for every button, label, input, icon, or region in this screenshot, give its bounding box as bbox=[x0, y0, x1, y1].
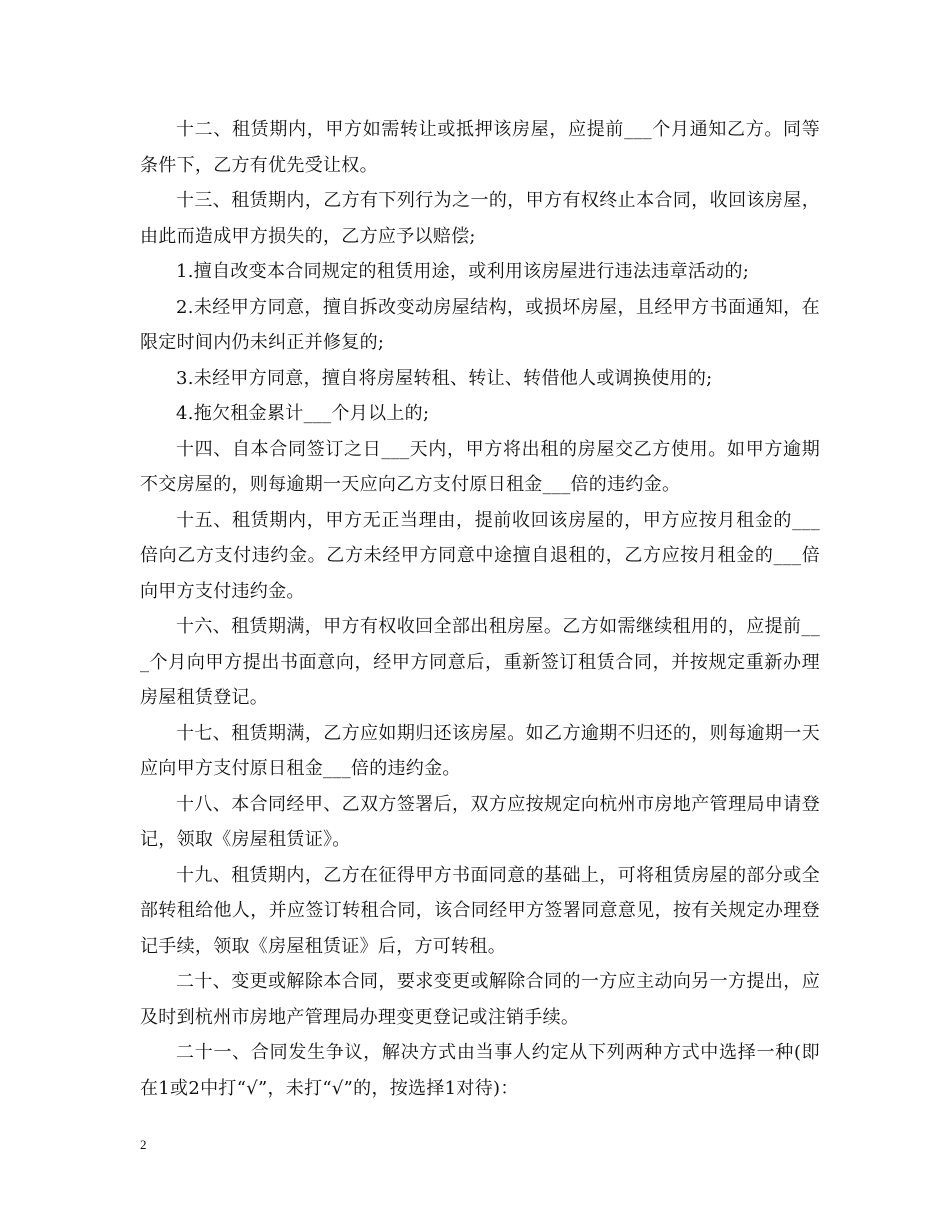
clause-16: 十六、租赁期满，甲方有权收回全部出租房屋。乙方如需继续租用的，应提前___个月向甲方提出书面意向，经甲方同意后，重新签订租赁合同，并按规定重新办理房屋租赁登记。 bbox=[140, 616, 820, 708]
clause-12: 十二、租赁期内，甲方如需转让或抵押该房屋，应提前___个月通知乙方。同等条件下，乙方有优先受让权。 bbox=[140, 119, 820, 176]
clause-19: 十九、租赁期内，乙方在征得甲方书面同意的基础上，可将租赁房屋的部分或全部转租给他人，并应签订转租合同，该合同经甲方签署同意意见，按有关规定办理登记手续，领取《房屋租赁证》后，方可转租。 bbox=[140, 864, 820, 957]
clause-18: 十八、本合同经甲、乙双方签署后，双方应按规定向杭州市房地产管理局申请登记，领取《房屋租赁证》。 bbox=[140, 793, 820, 850]
clause-13: 十三、租赁期内，乙方有下列行为之一的，甲方有权终止本合同，收回该房屋，由此而造成甲方损失的，乙方应予以赔偿; bbox=[140, 190, 820, 247]
clause-15: 十五、租赁期内，甲方无正当理由，提前收回该房屋的，甲方应按月租金的___倍向乙方支付违约金。乙方未经甲方同意中途擅自退租的，乙方应按月租金的___倍向甲方支付违约金。 bbox=[140, 509, 820, 602]
clause-13-item-1: 1.擅自改变本合同规定的租赁用途，或利用该房屋进行违法违章活动的; bbox=[176, 261, 750, 282]
clause-20: 二十、变更或解除本合同，要求变更或解除合同的一方应主动向另一方提出，应及时到杭州市房地产管理局办理变更登记或注销手续。 bbox=[140, 971, 820, 1028]
clause-17: 十七、租赁期满，乙方应如期归还该房屋。如乙方逾期不归还的，则每逾期一天应向甲方支付原日租金___倍的违约金。 bbox=[140, 722, 820, 779]
document-body bbox=[140, 112, 820, 1106]
clause-21: 二十一、合同发生争议，解决方式由当事人约定从下列两种方式中选择一种(即在1或2中打“√”，未打“√”的，按选择1对待)： bbox=[140, 1042, 820, 1099]
clause-13-item-4: 4.拖欠租金累计___个月以上的; bbox=[176, 403, 430, 424]
page-number: 2 bbox=[140, 1137, 147, 1152]
clause-13-item-2: 2.未经甲方同意，擅自拆改变动房屋结构，或损坏房屋，且经甲方书面通知，在限定时间内仍未纠正并修复的; bbox=[140, 296, 820, 353]
clause-13-item-3: 3.未经甲方同意，擅自将房屋转租、转让、转借他人或调换使用的; bbox=[176, 367, 713, 389]
clause-14: 十四、自本合同签订之日___天内，甲方将出租的房屋交乙方使用。如甲方逾期不交房屋的，则每逾期一天应向乙方支付原日租金___倍的违约金。 bbox=[140, 438, 820, 495]
